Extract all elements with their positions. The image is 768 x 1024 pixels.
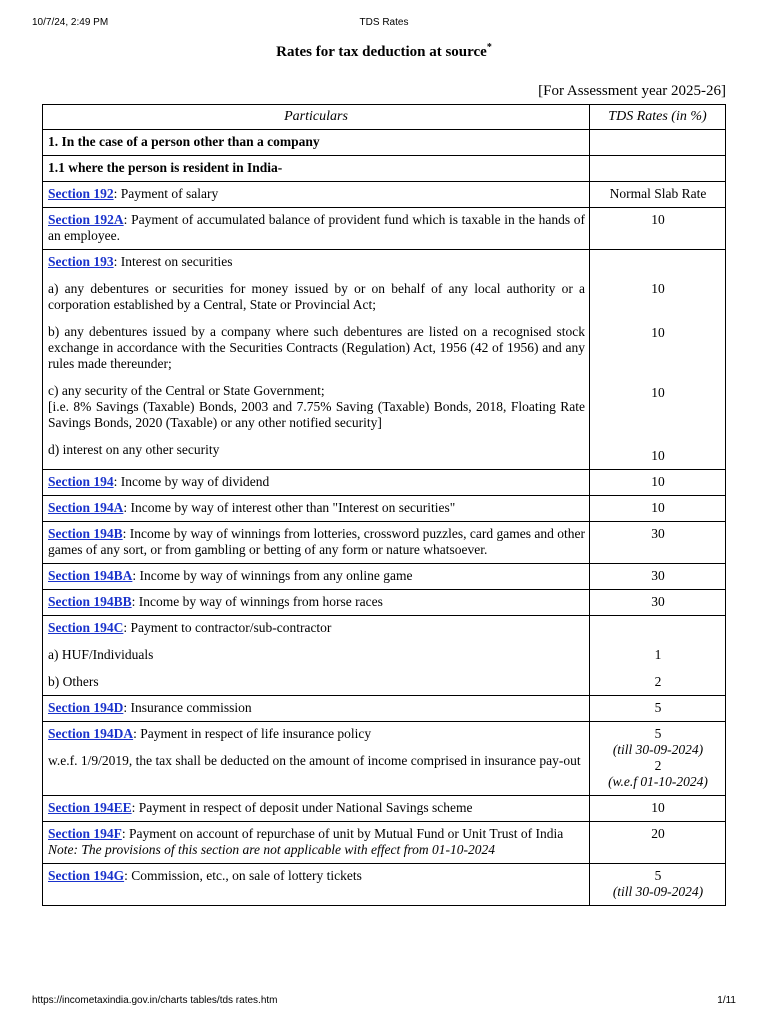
- rate-cell: 10: [590, 796, 726, 822]
- section-description: : Payment in respect of deposit under National Savings scheme: [131, 800, 473, 815]
- column-header-rates: TDS Rates (in %): [590, 105, 726, 130]
- rate-2: 2: [654, 758, 662, 773]
- rate-1: 5: [654, 726, 662, 741]
- particulars-cell: [43, 616, 590, 696]
- rate-a: 1: [654, 647, 662, 662]
- section-194f-link[interactable]: Section 194F: [48, 826, 122, 841]
- table-row: [43, 696, 726, 722]
- particulars-cell: [43, 864, 590, 906]
- rate-cell: [590, 722, 726, 796]
- rate-2-period: (w.e.f 01-10-2024): [608, 774, 708, 789]
- table-row: [43, 522, 726, 564]
- document-title-text: Rates for tax deduction at source: [276, 44, 487, 60]
- particulars-cell: [43, 564, 590, 590]
- print-page-title: TDS Rates: [359, 17, 409, 28]
- table-row: [43, 590, 726, 616]
- rate-cell: 30: [590, 522, 726, 564]
- clause-c: c) any security of the Central or State Government;: [48, 383, 325, 398]
- table-row: [43, 208, 726, 250]
- section-description: : Income by way of interest other than "Interest on securities": [123, 500, 456, 515]
- section-194g-link[interactable]: Section 194G: [48, 868, 125, 883]
- table-row: [43, 822, 726, 864]
- clause-b: b) any debentures issued by a company where such debentures are listed on a recognised stock exchange in accordance with the Securities Contracts (Regulation) Act, 1956 (42 of 1956) and any rules made thereunder;: [48, 324, 585, 371]
- section-194bb-link[interactable]: Section 194BB: [48, 594, 132, 609]
- section-192-link[interactable]: Section 192: [48, 186, 114, 201]
- table-row: [43, 616, 726, 696]
- section-description: : Interest on securities: [113, 254, 233, 269]
- section-194-link[interactable]: Section 194: [48, 474, 114, 489]
- rate-1-period: (till 30-09-2024): [612, 742, 704, 757]
- rate-value: 5: [654, 868, 662, 883]
- rate-cell: 20: [590, 822, 726, 864]
- particulars-cell: [43, 696, 590, 722]
- table-row: [43, 496, 726, 522]
- table-row: [43, 564, 726, 590]
- column-header-particulars: Particulars: [43, 105, 590, 130]
- rate-cell-empty: [590, 130, 726, 156]
- section-description: : Payment in respect of life insurance policy: [133, 726, 372, 741]
- rate-cell-empty: [590, 156, 726, 182]
- clause-d: d) interest on any other security: [48, 442, 220, 457]
- rate-cell: 30: [590, 564, 726, 590]
- section-194a-link[interactable]: Section 194A: [48, 500, 124, 515]
- section-description: : Income by way of winnings from horse races: [131, 594, 383, 609]
- particulars-cell: [43, 822, 590, 864]
- rate-cell: [590, 250, 726, 470]
- particulars-cell: [43, 208, 590, 250]
- table-row: [43, 182, 726, 208]
- particulars-cell: [43, 796, 590, 822]
- section-194ee-link[interactable]: Section 194EE: [48, 800, 132, 815]
- section-description: : Income by way of winnings from any online game: [132, 568, 413, 583]
- section-note: Note: The provisions of this section are not applicable with effect from 01-10-2024: [48, 842, 495, 857]
- clause-a: a) HUF/Individuals: [48, 647, 154, 662]
- section-description: : Payment of accumulated balance of provident fund which is taxable in the hands of an employee.: [48, 212, 585, 243]
- document-title: [0, 42, 768, 61]
- section-note: w.e.f. 1/9/2019, the tax shall be deducted on the amount of income comprised in insurance pay-out: [48, 753, 581, 768]
- rate-cell: 10: [590, 470, 726, 496]
- particulars-cell: [43, 250, 590, 470]
- section-193-link[interactable]: Section 193: [48, 254, 114, 269]
- rate-cell: 10: [590, 496, 726, 522]
- print-url: https://incometaxindia.gov.in/charts tables/tds rates.htm: [32, 995, 278, 1006]
- rate-d: 10: [651, 448, 665, 463]
- section-194d-link[interactable]: Section 194D: [48, 700, 124, 715]
- table-row: [43, 130, 726, 156]
- section-194c-link[interactable]: Section 194C: [48, 620, 124, 635]
- table-row: [43, 470, 726, 496]
- assessment-year: [For Assessment year 2025-26]: [538, 83, 726, 99]
- rate-b: 2: [654, 674, 662, 689]
- print-datetime: 10/7/24, 2:49 PM: [32, 17, 109, 28]
- section-description: : Payment to contractor/sub-contractor: [123, 620, 332, 635]
- particulars-cell: [43, 590, 590, 616]
- section-194ba-link[interactable]: Section 194BA: [48, 568, 133, 583]
- print-page-number: 1/11: [717, 995, 736, 1006]
- section-194da-link[interactable]: Section 194DA: [48, 726, 134, 741]
- rate-cell: 5: [590, 696, 726, 722]
- section-description: : Payment of salary: [113, 186, 219, 201]
- clause-b: b) Others: [48, 674, 99, 689]
- section-description: : Income by way of dividend: [113, 474, 270, 489]
- particulars-cell: [43, 182, 590, 208]
- rate-cell: [590, 864, 726, 906]
- table-row: [43, 250, 726, 470]
- rate-cell: Normal Slab Rate: [590, 182, 726, 208]
- particulars-cell: [43, 470, 590, 496]
- subcategory-heading: 1.1 where the person is resident in India-: [43, 156, 590, 182]
- clause-c-note: [i.e. 8% Savings (Taxable) Bonds, 2003 and 7.75% Saving (Taxable) Bonds, 2018, Floating Rate Savings Bonds, 2020 (Taxable) or any other notified security]: [48, 399, 585, 430]
- clause-a: a) any debentures or securities for money issued by or on behalf of any local authority or a corporation established by a Central, State or Provincial Act;: [48, 281, 585, 312]
- particulars-cell: [43, 496, 590, 522]
- rate-cell: 10: [590, 208, 726, 250]
- rate-cell: [590, 616, 726, 696]
- rate-period: (till 30-09-2024): [612, 884, 704, 899]
- table-row: [43, 156, 726, 182]
- table-row: [43, 864, 726, 906]
- tds-rates-table: [42, 104, 726, 906]
- table-row: [43, 722, 726, 796]
- particulars-cell: [43, 522, 590, 564]
- title-asterisk: *: [486, 42, 492, 53]
- section-description: : Insurance commission: [123, 700, 252, 715]
- table-row: [43, 796, 726, 822]
- section-description: : Payment on account of repurchase of unit by Mutual Fund or Unit Trust of India: [121, 826, 564, 841]
- rate-b: 10: [651, 325, 665, 340]
- rate-cell: 30: [590, 590, 726, 616]
- rate-c: 10: [651, 385, 665, 400]
- section-192a-link[interactable]: Section 192A: [48, 212, 124, 227]
- rate-a: 10: [651, 281, 665, 296]
- category-heading: 1. In the case of a person other than a company: [43, 130, 590, 156]
- table-header-row: [43, 105, 726, 130]
- section-description: : Income by way of winnings from lotteries, crossword puzzles, card games and other games of any sort, or from gambling or betting of any form or nature whatsoever.: [48, 526, 585, 557]
- section-194b-link[interactable]: Section 194B: [48, 526, 123, 541]
- section-description: : Commission, etc., on sale of lottery tickets: [124, 868, 362, 883]
- particulars-cell: [43, 722, 590, 796]
